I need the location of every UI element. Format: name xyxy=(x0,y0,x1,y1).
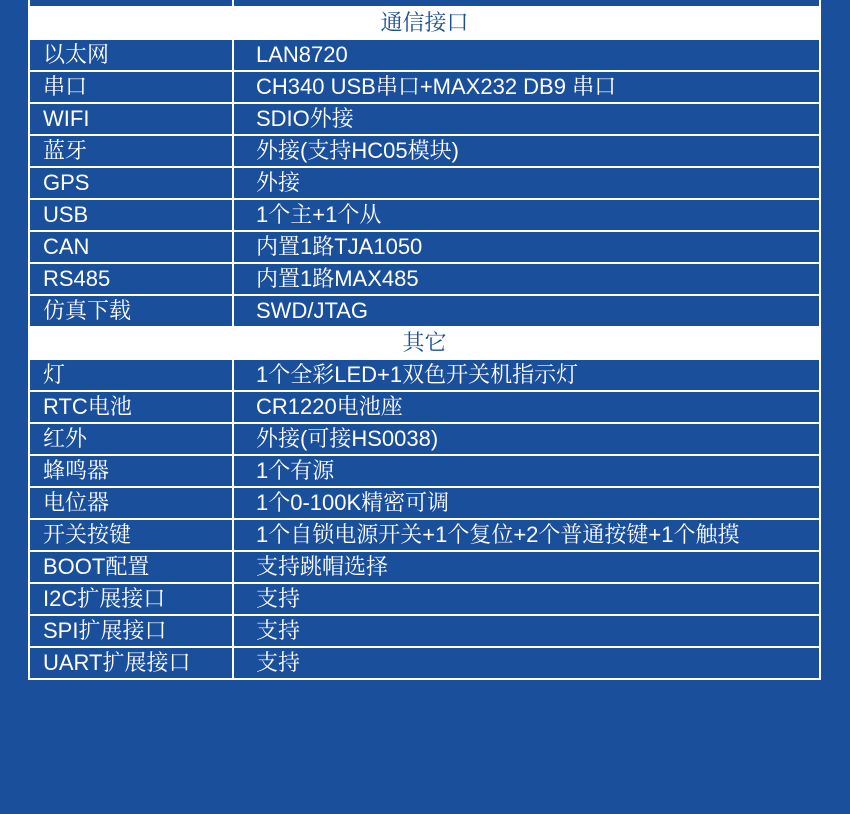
table-row xyxy=(29,167,820,199)
row-key: 灯 xyxy=(29,359,233,391)
table-row xyxy=(29,263,820,295)
row-key: RTC电池 xyxy=(29,391,233,423)
table-row xyxy=(29,455,820,487)
table-row xyxy=(29,551,820,583)
row-value: CR1220电池座 xyxy=(233,391,820,423)
row-key: 蓝牙 xyxy=(29,135,233,167)
row-key: 以太网 xyxy=(29,39,233,71)
table-row xyxy=(29,647,820,679)
row-value: 内置1路MAX485 xyxy=(233,263,820,295)
row-value: 内置1路TJA1050 xyxy=(233,231,820,263)
row-value: 1个有源 xyxy=(233,455,820,487)
table-row xyxy=(29,39,820,71)
row-value: 外接(支持HC05模块) xyxy=(233,135,820,167)
row-key: RS485 xyxy=(29,263,233,295)
spec-table xyxy=(28,0,821,680)
section-header-other xyxy=(29,327,820,359)
row-key xyxy=(29,0,233,7)
row-key: 开关按键 xyxy=(29,519,233,551)
cut-off-row xyxy=(29,0,820,7)
row-value xyxy=(233,0,820,7)
row-value: 外接(可接HS0038) xyxy=(233,423,820,455)
row-key: CAN xyxy=(29,231,233,263)
section-header-communication xyxy=(29,7,820,39)
row-key: BOOT配置 xyxy=(29,551,233,583)
row-value: 1个自锁电源开关+1个复位+2个普通按键+1个触摸 xyxy=(233,519,820,551)
row-value: LAN8720 xyxy=(233,39,820,71)
row-key: 串口 xyxy=(29,71,233,103)
row-value: CH340 USB串口+MAX232 DB9 串口 xyxy=(233,71,820,103)
table-row xyxy=(29,71,820,103)
row-value: 1个主+1个从 xyxy=(233,199,820,231)
row-value: 支持 xyxy=(233,583,820,615)
table-row xyxy=(29,103,820,135)
row-value: 支持跳帽选择 xyxy=(233,551,820,583)
table-row xyxy=(29,391,820,423)
row-key: I2C扩展接口 xyxy=(29,583,233,615)
table-row xyxy=(29,231,820,263)
row-key: USB xyxy=(29,199,233,231)
row-key: UART扩展接口 xyxy=(29,647,233,679)
row-value: 支持 xyxy=(233,647,820,679)
row-key: 蜂鸣器 xyxy=(29,455,233,487)
section-title: 其它 xyxy=(29,327,820,359)
row-key: 仿真下载 xyxy=(29,295,233,327)
table-row xyxy=(29,583,820,615)
row-value: 1个0-100K精密可调 xyxy=(233,487,820,519)
table-row xyxy=(29,135,820,167)
row-value: 1个全彩LED+1双色开关机指示灯 xyxy=(233,359,820,391)
row-value: SDIO外接 xyxy=(233,103,820,135)
row-key: 红外 xyxy=(29,423,233,455)
row-value: SWD/JTAG xyxy=(233,295,820,327)
table-row xyxy=(29,519,820,551)
table-row xyxy=(29,615,820,647)
row-value: 支持 xyxy=(233,615,820,647)
row-value: 外接 xyxy=(233,167,820,199)
row-key: WIFI xyxy=(29,103,233,135)
row-key: GPS xyxy=(29,167,233,199)
row-key: 电位器 xyxy=(29,487,233,519)
table-row xyxy=(29,487,820,519)
table-row xyxy=(29,199,820,231)
table-row xyxy=(29,423,820,455)
table-row xyxy=(29,295,820,327)
row-key: SPI扩展接口 xyxy=(29,615,233,647)
section-title: 通信接口 xyxy=(29,7,820,39)
table-row xyxy=(29,359,820,391)
